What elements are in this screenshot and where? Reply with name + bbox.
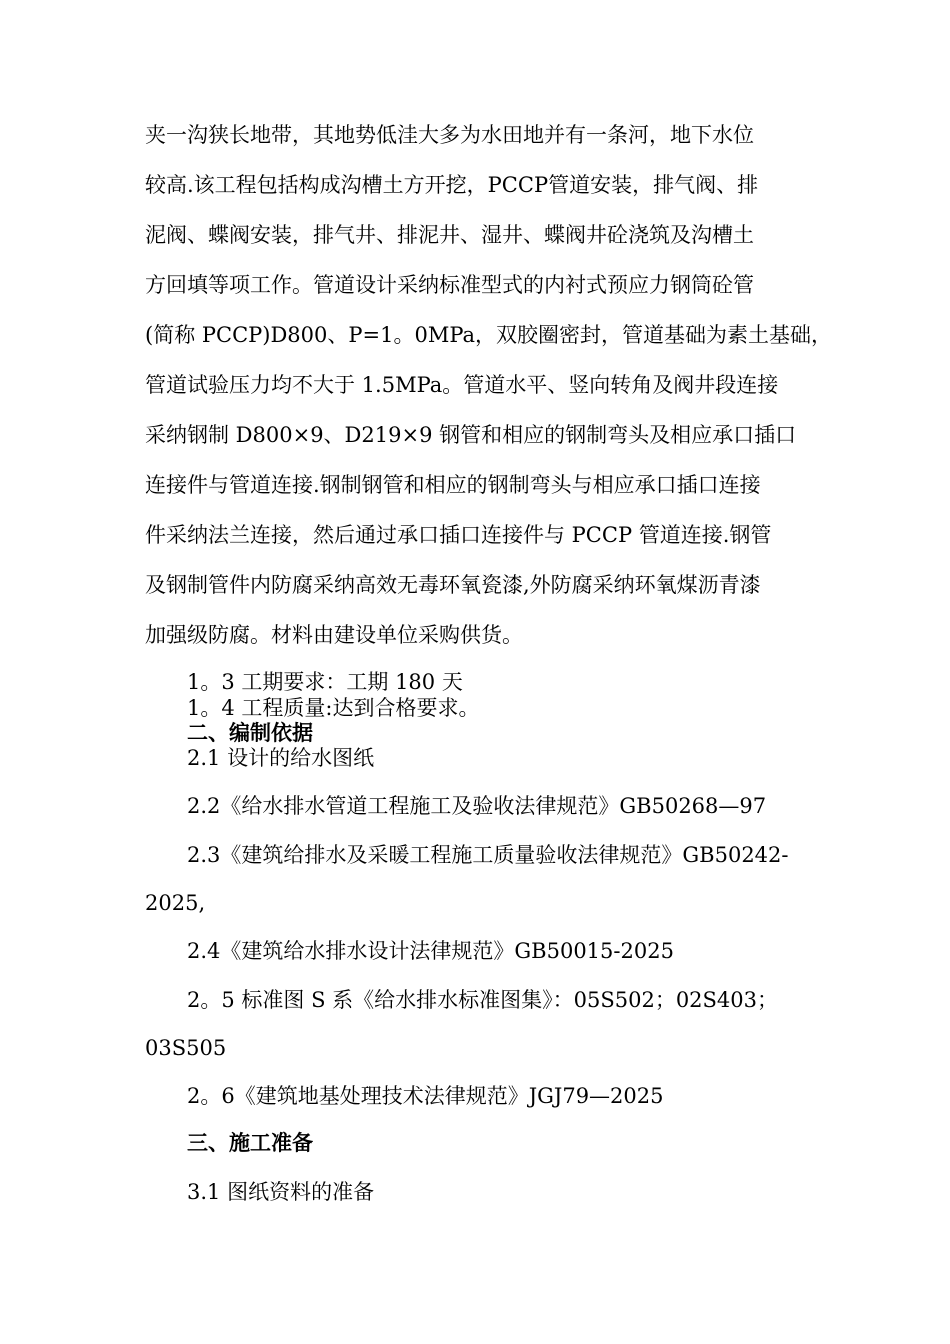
paragraph-line: (简称 PCCP)D800、P=1。0MPa，双胶圈密封，管道基础为素土基础，: [145, 323, 833, 347]
paragraph-line: 泥阀、蝶阀安装，排气井、排泥井、湿井、蝶阀井砼浇筑及沟槽土: [145, 223, 754, 247]
paragraph-line: 件采纳法兰连接，然后通过承口插口连接件与 PCCP 管道连接.钢管: [145, 523, 772, 547]
section-heading-preparation: 三、施工准备: [187, 1130, 313, 1155]
duration-requirement: 1。3 工期要求：工期 180 天: [187, 670, 463, 694]
reference-item: 2。6《建筑地基处理技术法律规范》JGJ79—2025: [187, 1084, 664, 1108]
quality-requirement: 1。4 工程质量:达到合格要求。: [187, 696, 480, 720]
section-heading-basis: 二、编制依据: [187, 720, 313, 745]
paragraph-line: 方回填等项工作。管道设计采纳标准型式的内衬式预应力钢筒砼管: [145, 273, 754, 297]
reference-item: 2.1 设计的给水图纸: [187, 746, 375, 770]
paragraph-line: 采纳钢制 D800×9、D219×9 钢管和相应的钢制弯头及相应承口插口: [145, 423, 797, 447]
reference-item: 2.2《给水排水管道工程施工及验收法律规范》GB50268—97: [187, 794, 767, 818]
reference-item: 2.4《建筑给水排水设计法律规范》GB50015-2025: [187, 939, 674, 963]
paragraph-line: 夹一沟狭长地带，其地势低洼大多为水田地并有一条河，地下水位: [145, 123, 754, 147]
reference-item-continuation: 2025,: [145, 891, 206, 915]
paragraph-line: 较高.该工程包括构成沟槽土方开挖，PCCP管道安装，排气阀、排: [145, 173, 759, 197]
paragraph-line: 连接件与管道连接.钢制钢管和相应的钢制弯头与相应承口插口连接: [145, 473, 761, 497]
preparation-item: 3.1 图纸资料的准备: [187, 1180, 375, 1204]
reference-item-continuation: 03S505: [145, 1036, 227, 1060]
reference-item: 2.3《建筑给排水及采暖工程施工质量验收法律规范》GB50242-: [187, 843, 789, 867]
paragraph-line: 及钢制管件内防腐采纳高效无毒环氧瓷漆,外防腐采纳环氧煤沥青漆: [145, 573, 761, 597]
reference-item: 2。5 标准图 S 系《给水排水标准图集》：05S502；02S403；: [187, 988, 779, 1012]
paragraph-line: 加强级防腐。材料由建设单位采购供货。: [145, 623, 523, 647]
paragraph-line: 管道试验压力均不大于 1.5MPa。管道水平、竖向转角及阀井段连接: [145, 373, 779, 397]
